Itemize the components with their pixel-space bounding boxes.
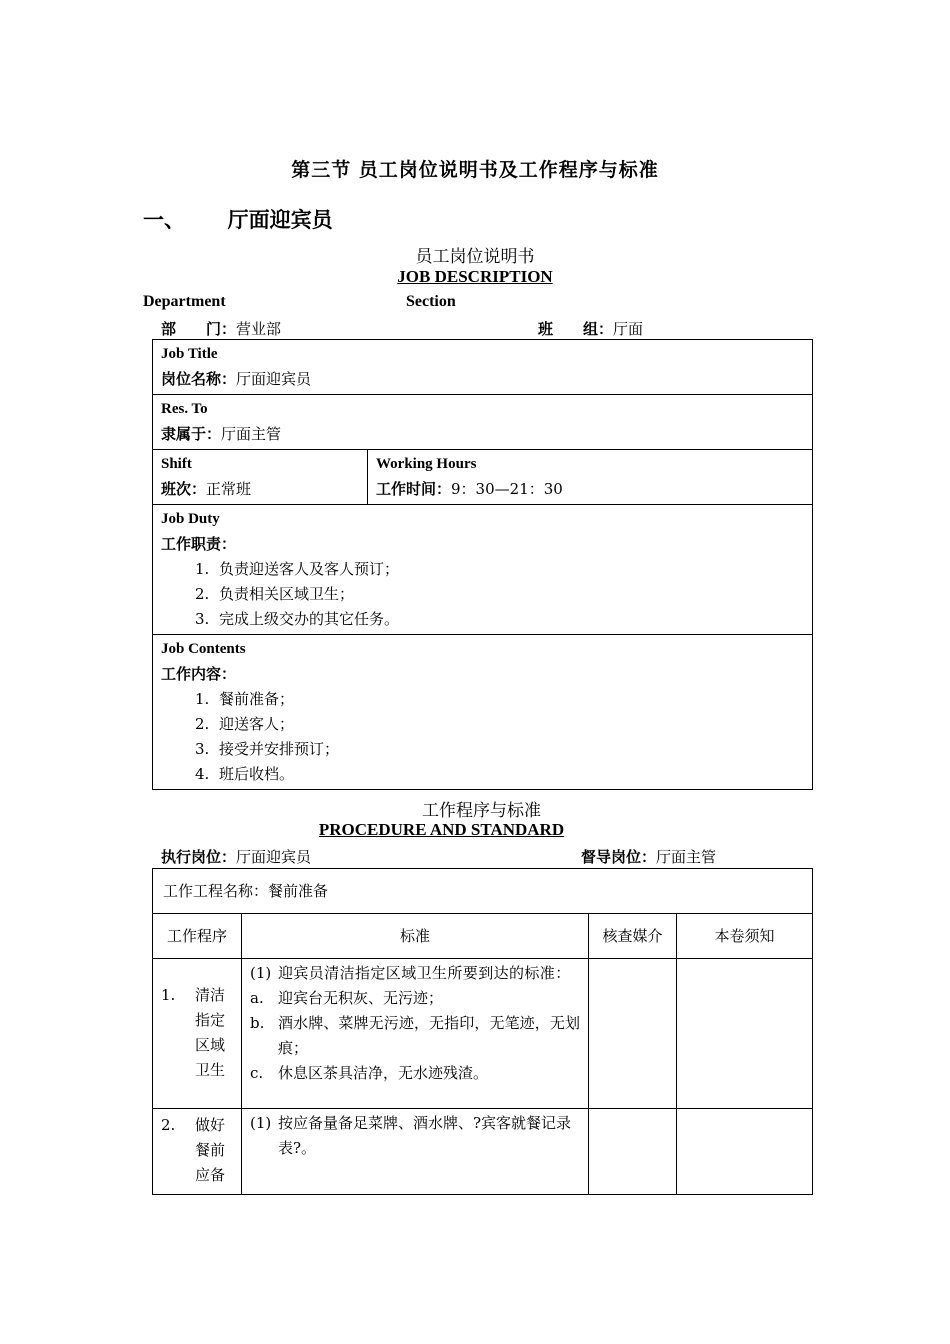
department-row <box>161 318 281 339</box>
list-item: 2. 负责相关区域卫生； <box>195 585 355 603</box>
exec-value: 厅面迎宾员 <box>236 848 312 866</box>
section-title: 第三节 员工岗位说明书及工作程序与标准 <box>291 159 659 181</box>
list-item: 1. 餐前准备； <box>195 690 295 708</box>
step-number: 1. <box>161 986 176 1004</box>
supervise-label: 督导岗位： <box>581 848 657 866</box>
heading-number: 一、 <box>143 208 185 232</box>
job-title-label: 岗位名称： <box>161 370 237 388</box>
section-label: 班 组： <box>538 320 614 338</box>
standard-text: 迎宾台无积灰、无污迹； <box>278 989 444 1007</box>
notes-cell <box>677 959 813 1109</box>
standard-text: 休息区茶具洁净，无水迹残渣。 <box>278 1064 489 1082</box>
step-text: 卫生 <box>195 1061 226 1079</box>
header-notes: 本卷须知 <box>677 914 813 959</box>
contents-list <box>161 687 804 787</box>
working-hours-label: 工作时间： <box>376 480 452 498</box>
res-to-cell <box>153 395 813 450</box>
job-duty-label: 工作职责： <box>161 535 237 553</box>
shift-label: 班次： <box>161 480 207 498</box>
job-duty-cell <box>153 505 813 635</box>
list-item: 2. 迎送客人； <box>195 715 295 733</box>
job-title-value: 厅面迎宾员 <box>236 370 312 388</box>
step-cell <box>153 959 242 1109</box>
jd-title-en: JOB DESCRIPTION <box>397 267 553 286</box>
step-text: 应备 <box>195 1166 226 1184</box>
step-text: 餐前 <box>195 1141 226 1159</box>
job-title-cell <box>153 340 813 395</box>
step-text: 清洁 <box>195 986 226 1004</box>
header-step: 工作程序 <box>153 914 242 959</box>
department-en: Department <box>143 293 226 310</box>
exec-position <box>161 846 311 867</box>
header-check: 核查媒介 <box>589 914 677 959</box>
shift-en: Shift <box>161 456 192 472</box>
ps-title-en: PROCEDURE AND STANDARD <box>318 820 565 839</box>
res-to-en: Res. To <box>161 401 208 417</box>
heading <box>143 204 333 234</box>
duty-list <box>161 557 804 632</box>
section-row <box>538 318 643 339</box>
res-to-value: 厅面主管 <box>221 425 282 443</box>
res-to-label: 隶属于： <box>161 425 222 443</box>
standard-cell: (1) 迎宾员清洁指定区域卫生所要到达的标准： a. 迎宾台无积灰、无污迹； b. 酒水牌、菜牌无污迹，无指印，无笔迹，无划痕； c. 休息区茶具洁净，无水迹残渣。 <box>242 959 589 1109</box>
notes-cell <box>677 1109 813 1195</box>
standard-cell: (1) 按应备量备足菜牌、酒水牌、?宾客就餐记录表?。 <box>242 1109 589 1195</box>
working-hours-value: 9：30—21：30 <box>451 480 563 498</box>
jd-title-cn: 员工岗位说明书 <box>415 247 535 267</box>
list-item: 4. 班后收档。 <box>195 765 295 783</box>
job-contents-en: Job Contents <box>161 641 246 657</box>
working-hours-cell <box>368 450 813 505</box>
procedure-table <box>152 868 813 1195</box>
list-item: 3. 接受并安排预订； <box>195 740 340 758</box>
work-name-cell <box>153 869 813 914</box>
heading-text: 厅面迎宾员 <box>227 208 333 232</box>
check-cell <box>589 1109 677 1195</box>
shift-cell <box>153 450 368 505</box>
list-item: 3. 完成上级交办的其它任务。 <box>195 610 400 628</box>
section-en: Section <box>406 293 456 310</box>
department-label: 部 门： <box>161 320 237 338</box>
shift-value: 正常班 <box>206 480 252 498</box>
department-value: 营业部 <box>236 320 282 338</box>
job-description-table <box>152 339 813 790</box>
section-value: 厅面 <box>613 320 644 338</box>
job-contents-cell <box>153 635 813 790</box>
standard-text: 按应备量备足菜牌、酒水牌、?宾客就餐记录表?。 <box>278 1114 572 1157</box>
supervise-value: 厅面主管 <box>656 848 717 866</box>
working-hours-en: Working Hours <box>376 456 477 472</box>
standard-text: 迎宾员清洁指定区域卫生所要到达的标准： <box>278 964 571 982</box>
job-title-en: Job Title <box>161 346 218 362</box>
header-standard: 标准 <box>242 914 589 959</box>
step-cell <box>153 1109 242 1195</box>
step-number: 2. <box>161 1116 176 1134</box>
table-row <box>153 1109 813 1195</box>
step-text: 指定 <box>195 1011 226 1029</box>
supervise-position <box>581 846 716 867</box>
table-row <box>153 959 813 1109</box>
list-item: 1. 负责迎送客人及客人预订； <box>195 560 400 578</box>
work-name: 工作工程名称：餐前准备 <box>163 881 329 900</box>
standard-text: 酒水牌、菜牌无污迹，无指印，无笔迹，无划痕； <box>278 1014 580 1057</box>
exec-label: 执行岗位： <box>161 848 237 866</box>
step-text: 做好 <box>195 1116 226 1134</box>
ps-title-cn: 工作程序与标准 <box>422 801 541 821</box>
job-contents-label: 工作内容： <box>161 665 237 683</box>
step-text: 区域 <box>195 1036 226 1054</box>
check-cell <box>589 959 677 1109</box>
job-duty-en: Job Duty <box>161 511 220 527</box>
